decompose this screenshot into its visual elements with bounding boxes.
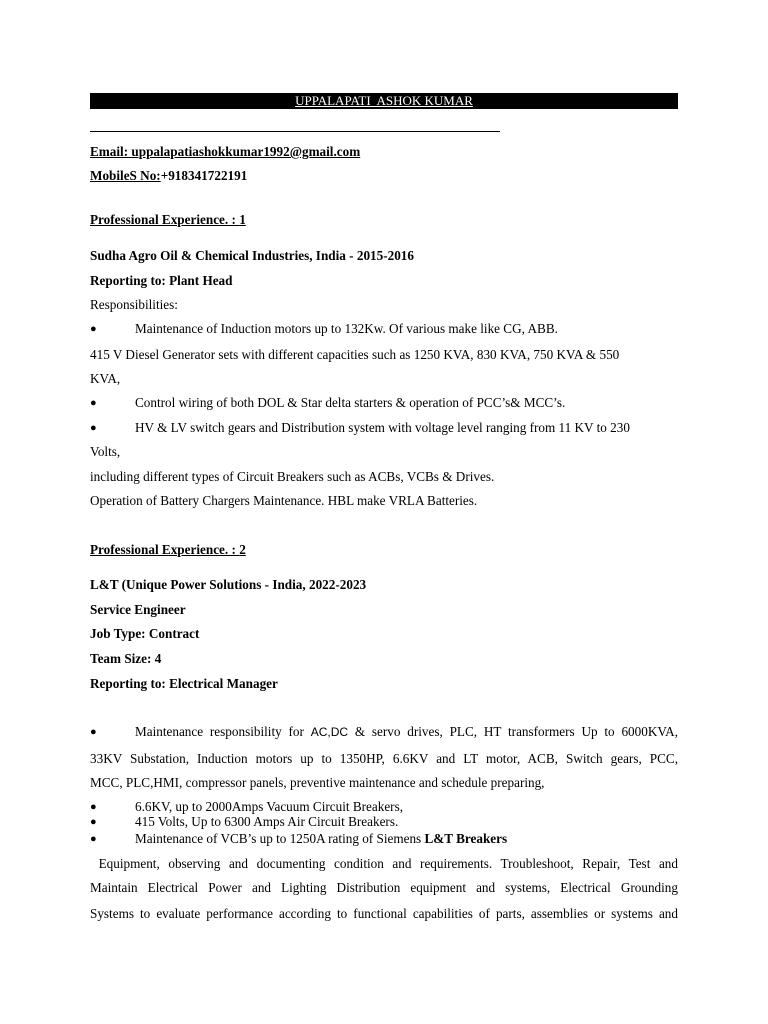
experience-2-para-1-line-3: MCC, PLC,HMI, compressor panels, preventive maintenance and schedule preparing, [90, 775, 545, 790]
experience-heading-label: Professional Experience. : [90, 542, 240, 557]
experience-2-job-type: Job Type: Contract [90, 626, 200, 641]
experience-1-item-3a: HV & LV switch gears and Distribution system with voltage level ranging from 11 KV to 230 [135, 420, 630, 435]
experience-2-item-b: 415 Volts, Up to 6300 Amps Air Circuit Breakers. [135, 814, 399, 829]
experience-2-team-size: Team Size: 4 [90, 651, 162, 666]
experience-1-line-4: including different types of Circuit Breakers such as ACBs, VCBs & Drives. [90, 469, 495, 484]
experience-1-item-1: Maintenance of Induction motors up to 132Kw. Of various make like CG, ABB. [135, 321, 558, 336]
experience-heading-label: Professional Experience. : [90, 212, 240, 227]
experience-2-para-2-line-3: Systems to evaluate performance according to functional capabilities of parts, assemblies or systems and [90, 906, 678, 921]
header-divider [90, 131, 500, 132]
ac-dc-term: AC,DC [310, 725, 349, 739]
experience-2-company: L&T (Unique Power Solutions - India, 2022-2023 [90, 577, 367, 592]
para-1-prefix: Maintenance responsibility for [135, 724, 311, 739]
experience-2-para-1-line-1 [135, 724, 678, 740]
experience-2-item-a: 6.6KV, up to 2000Amps Vacuum Circuit Breakers, [135, 799, 403, 814]
name-header-bar [90, 93, 678, 109]
experience-2-reporting: Reporting to: Electrical Manager [90, 676, 278, 691]
experience-1-line-2a: 415 V Diesel Generator sets with different capacities such as 1250 KVA, 830 KVA, 750 KVA & 550 [90, 347, 620, 362]
experience-2-role: Service Engineer [90, 602, 186, 617]
candidate-name: UPPALAPATI ASHOK KUMAR [295, 93, 473, 108]
bullet-icon: ● [90, 726, 97, 738]
responsibilities-label: Responsibilities: [90, 297, 178, 312]
bullet-icon: ● [90, 833, 97, 845]
experience-2-para-2-line-2: Maintain Electrical Power and Lighting Distribution equipment and systems, Electrical Grounding [90, 880, 678, 895]
experience-1-company: Sudha Agro Oil & Chemical Industries, India - 2015-2016 [90, 248, 414, 263]
bullet-icon: ● [90, 397, 97, 409]
bullet-icon: ● [90, 801, 97, 813]
mobile-value: +918341722191 [160, 168, 248, 183]
experience-1-line-5: Operation of Battery Chargers Maintenance. HBL make VRLA Batteries. [90, 493, 478, 508]
item-c-prefix: Maintenance of VCB’s up to 1250A rating of Siemens [135, 831, 425, 846]
experience-1-item-3b: Volts, [90, 444, 121, 459]
experience-number: 1 [239, 212, 246, 227]
bullet-icon: ● [90, 816, 97, 828]
experience-1-item-2: Control wiring of both DOL & Star delta starters & operation of PCC’s& MCC’s. [135, 395, 566, 410]
bullet-icon: ● [90, 422, 97, 434]
experience-2-item-c [135, 831, 507, 847]
experience-1-heading [90, 212, 246, 228]
email-label: Email: [90, 144, 132, 159]
experience-2-para-2-line-1: Equipment, observing and documenting condition and requirements. Troubleshoot, Repair, Test and [90, 856, 678, 871]
mobile-label: MobileS No: [90, 168, 161, 183]
experience-number: 2 [239, 542, 246, 557]
email-line [90, 144, 360, 160]
email-value[interactable]: uppalapatiashokkumar1992@gmail.com [131, 144, 361, 159]
experience-2-para-1-line-2: 33KV Substation, Induction motors up to 1350HP, 6.6KV and LT motor, ACB, Switch gears, PCC, [90, 751, 678, 766]
experience-2-heading [90, 542, 246, 558]
experience-1-reporting: Reporting to: Plant Head [90, 273, 233, 288]
mobile-line [90, 168, 247, 184]
para-1-suffix: & servo drives, PLC, HT transformers Up to 6000KVA, [348, 724, 678, 739]
experience-1-line-2b: KVA, [90, 371, 121, 386]
bullet-icon: ● [90, 323, 97, 335]
item-c-bold: L&T Breakers [424, 831, 508, 846]
